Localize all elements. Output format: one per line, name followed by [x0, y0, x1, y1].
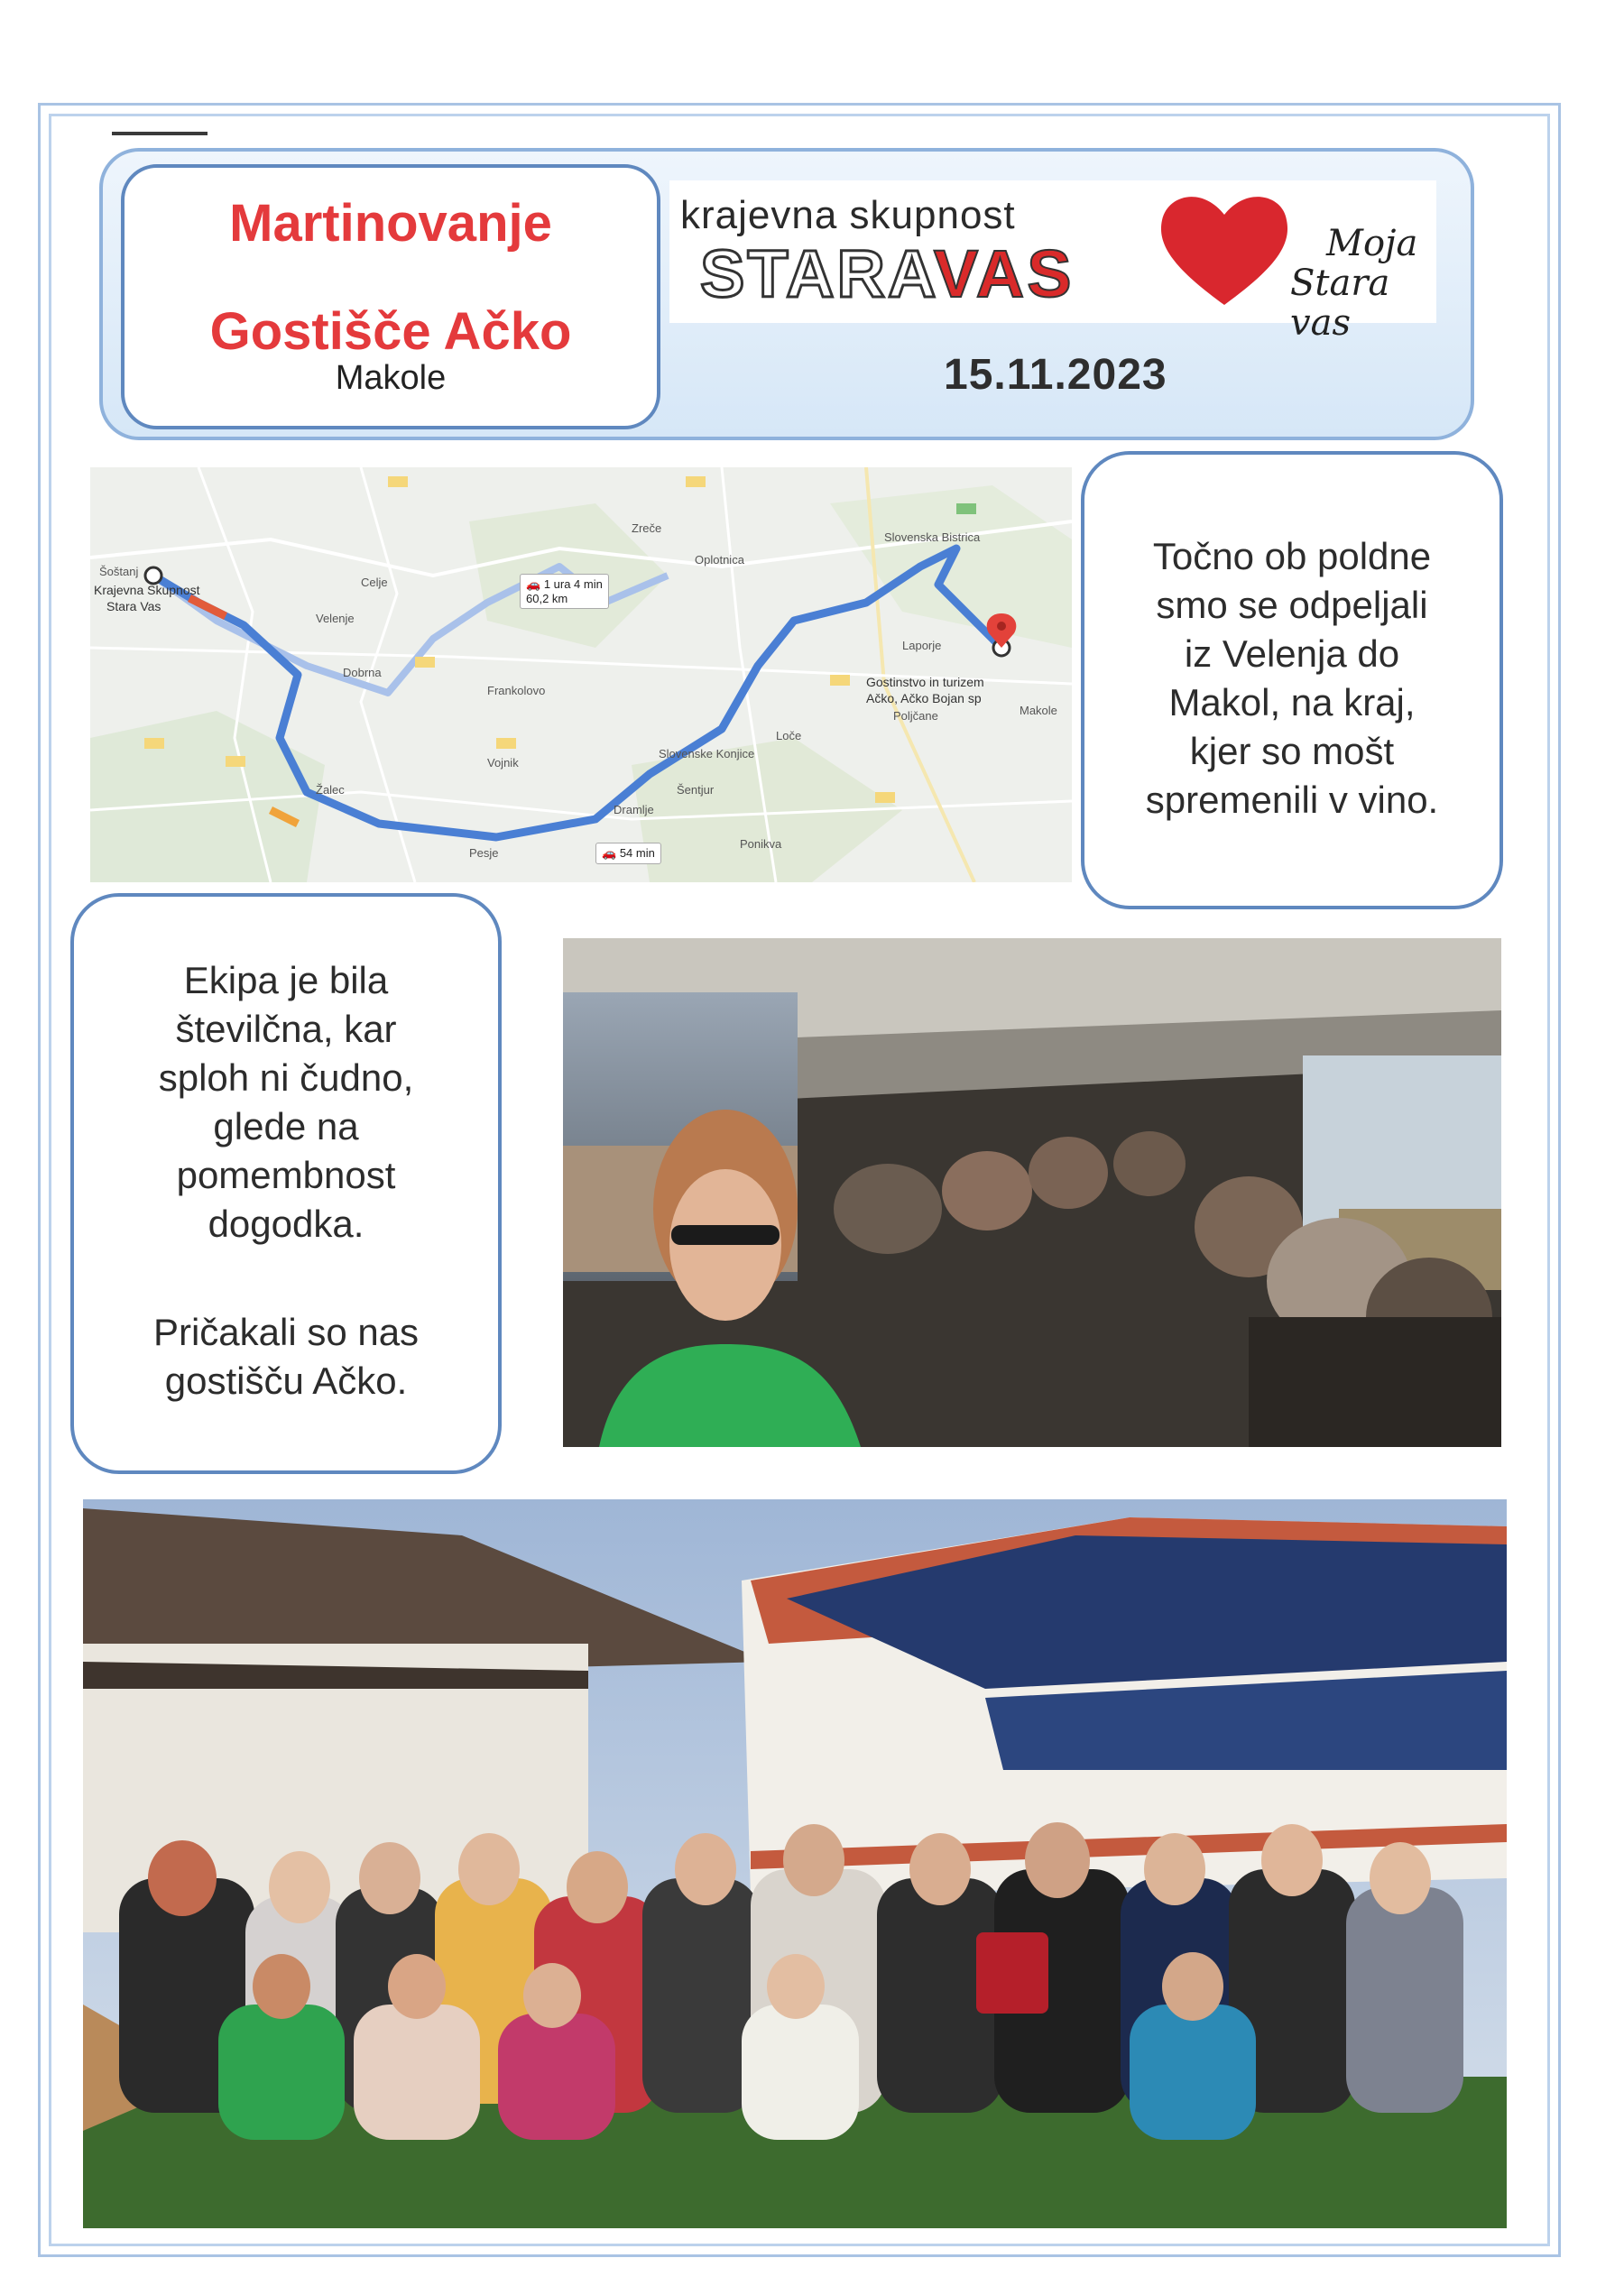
text-line: iz Velenja do [1184, 632, 1400, 675]
group-description-text [74, 956, 498, 1249]
text-line: gostišču Ačko. [164, 1359, 408, 1402]
text-line: dogodka. [208, 1203, 364, 1245]
logo-box [669, 180, 1436, 344]
route-map [90, 467, 1072, 882]
map-place: Šoštanj [99, 565, 139, 578]
map-place: Žalec [316, 783, 345, 797]
bus-photo [563, 938, 1501, 1447]
map-place: Laporje [902, 639, 942, 652]
map-place: Velenje [316, 612, 355, 625]
text-line: pomembnost [176, 1154, 396, 1196]
crowd [119, 1822, 1463, 2140]
route-description-text [1084, 532, 1499, 825]
map-destination-label-2: Ačko, Ačko Bojan sp [866, 691, 982, 705]
group-photo [83, 1499, 1507, 2228]
text-line: glede na [213, 1105, 359, 1148]
map-place: Vojnik [487, 756, 519, 770]
venue-title: Gostišče Ačko [209, 302, 572, 361]
car-icon: 🚗 [526, 577, 544, 591]
map-place: Pesje [469, 846, 499, 860]
map-origin-label-2: Stara Vas [106, 599, 161, 613]
map-place: Oplotnica [695, 553, 744, 567]
logo-word-part2: VAS [933, 236, 1075, 311]
map-place: Ponikva [740, 837, 782, 851]
map-place: Frankolovo [487, 684, 546, 697]
text-line: številčna, kar [175, 1008, 397, 1050]
scan-mark [112, 132, 208, 135]
map-origin-label-1: Krajevna Skupnost [94, 583, 200, 597]
text-line: kjer so mošt [1189, 730, 1395, 772]
text-line: Točno ob poldne [1152, 535, 1432, 577]
map-place: Slovenska Bistrica [884, 530, 981, 544]
group-description-bubble [70, 893, 502, 1474]
logo-moja-line2: Stara vas [1290, 263, 1390, 344]
route-time-1: 1 ura 4 min [543, 577, 603, 591]
title-box [121, 164, 660, 429]
text-line: Ekipa je bila [183, 959, 389, 1001]
map-place: Dramlje [614, 803, 654, 816]
text-line: spremenili v vino. [1145, 779, 1439, 821]
map-place: Dobrna [343, 666, 382, 679]
map-place: Loče [776, 729, 802, 742]
logo-wordmark [700, 238, 1075, 310]
venue-location: Makole [335, 359, 447, 397]
map-place: Celje [361, 576, 388, 589]
logo-top-text: krajevna skupnost [680, 193, 1016, 237]
logo-moja-line1: Moja [1326, 223, 1418, 264]
logo-moja-text [1290, 224, 1436, 343]
route-description-bubble [1081, 451, 1503, 909]
logo-word-part1: STARA [700, 236, 934, 311]
arrival-text [74, 1308, 498, 1406]
map-route-time-1 [520, 574, 609, 609]
map-route-time-2 [595, 843, 661, 864]
map-destination-label-1: Gostinstvo in turizem [866, 675, 984, 689]
text-line: sploh ni čudno, [158, 1056, 414, 1099]
map-place: Slovenske Konjice [659, 747, 755, 760]
car-icon: 🚗 [602, 846, 620, 860]
route-dist-1: 60,2 km [526, 592, 568, 605]
bus-photo-image [563, 938, 1501, 1447]
text-line: Makol, na kraj, [1168, 681, 1416, 724]
event-title: Martinovanje [229, 194, 552, 253]
event-date: 15.11.2023 [944, 351, 1167, 399]
text-line: Pričakali so nas [152, 1311, 420, 1353]
heart-icon [1157, 186, 1292, 312]
text-line: smo se odpeljali [1156, 584, 1428, 626]
map-place: Šentjur [677, 783, 715, 797]
group-photo-image [83, 1499, 1507, 2228]
route-time-2: 54 min [619, 846, 655, 860]
map-place: Zreče [632, 521, 662, 535]
map-place: Makole [1020, 704, 1057, 717]
map-place: Poljčane [893, 709, 938, 723]
